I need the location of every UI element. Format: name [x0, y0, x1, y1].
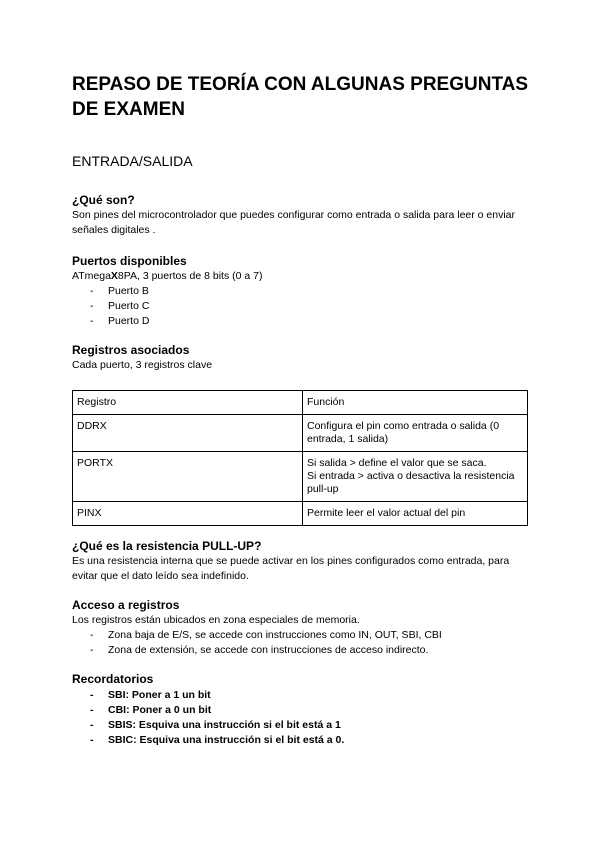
acceso-intro: Los registros están ubicados en zona especiales de memoria. — [72, 614, 360, 626]
puertos-intro-post: 8PA, 3 puertos de 8 bits (0 a 7) — [117, 270, 263, 282]
recordatorios-heading: Recordatorios — [72, 672, 154, 686]
registros-heading: Registros asociados — [72, 343, 190, 357]
acceso-list — [72, 628, 442, 658]
table-header-row — [73, 391, 528, 415]
list-item: - Puerto B — [72, 284, 149, 299]
cell-line: Si salida > define el valor que se saca. — [307, 457, 487, 469]
section-heading: ENTRADA/SALIDA — [72, 153, 193, 169]
list-item: - Zona de extensión, se accede con instrucciones de acceso indirecto. — [72, 643, 442, 658]
puertos-heading: Puertos disponibles — [72, 254, 187, 268]
table-row — [73, 452, 528, 502]
pullup-heading: ¿Qué es la resistencia PULL-UP? — [72, 539, 262, 553]
puertos-intro-pre: ATmega — [72, 270, 111, 282]
cell-funcion: Permite leer el valor actual del pin — [303, 502, 528, 526]
list-item: - SBI: Poner a 1 un bit — [72, 688, 344, 703]
cell-line: Si entrada > activa o desactiva la resistencia pull-up — [307, 470, 515, 495]
puertos-intro — [72, 269, 532, 284]
cell-funcion: Configura el pin como entrada o salida (0 entrada, 1 salida) — [303, 415, 528, 452]
table-row — [73, 415, 528, 452]
recordatorios-list — [72, 688, 344, 748]
list-item: - Puerto D — [72, 314, 149, 329]
table-row — [73, 502, 528, 526]
puertos-intro-x: X — [110, 270, 118, 282]
document-title: REPASO DE TEORÍA CON ALGUNAS PREGUNTAS DE EXAMEN — [72, 74, 529, 120]
pullup-text: Es una resistencia interna que se puede activar en los pines configurados como entrada, para evitar que el dato leído sea indefinido. — [72, 555, 510, 582]
registros-table — [72, 390, 528, 526]
registros-intro: Cada puerto, 3 registros clave — [72, 359, 213, 371]
puertos-list — [72, 284, 149, 329]
list-item: - SBIS: Esquiva una instrucción si el bit está a 1 — [72, 718, 344, 733]
cell-registro: DDRX — [73, 415, 303, 452]
header-funcion: Función — [303, 391, 528, 415]
header-registro: Registro — [73, 391, 303, 415]
acceso-heading: Acceso a registros — [72, 598, 180, 612]
que-son-text: Son pines del microcontrolador que puedes configurar como entrada o salida para leer o enviar señales digitales . — [72, 209, 516, 236]
list-item: - SBIC: Esquiva una instrucción si el bit está a 0. — [72, 733, 344, 748]
list-item: - CBI: Poner a 0 un bit — [72, 703, 344, 718]
list-item: - Puerto C — [72, 299, 149, 314]
que-son-heading: ¿Qué son? — [72, 193, 135, 207]
cell-funcion — [303, 452, 528, 502]
cell-registro: PORTX — [73, 452, 303, 502]
list-item: - Zona baja de E/S, se accede con instrucciones como IN, OUT, SBI, CBI — [72, 628, 442, 643]
cell-registro: PINX — [73, 502, 303, 526]
